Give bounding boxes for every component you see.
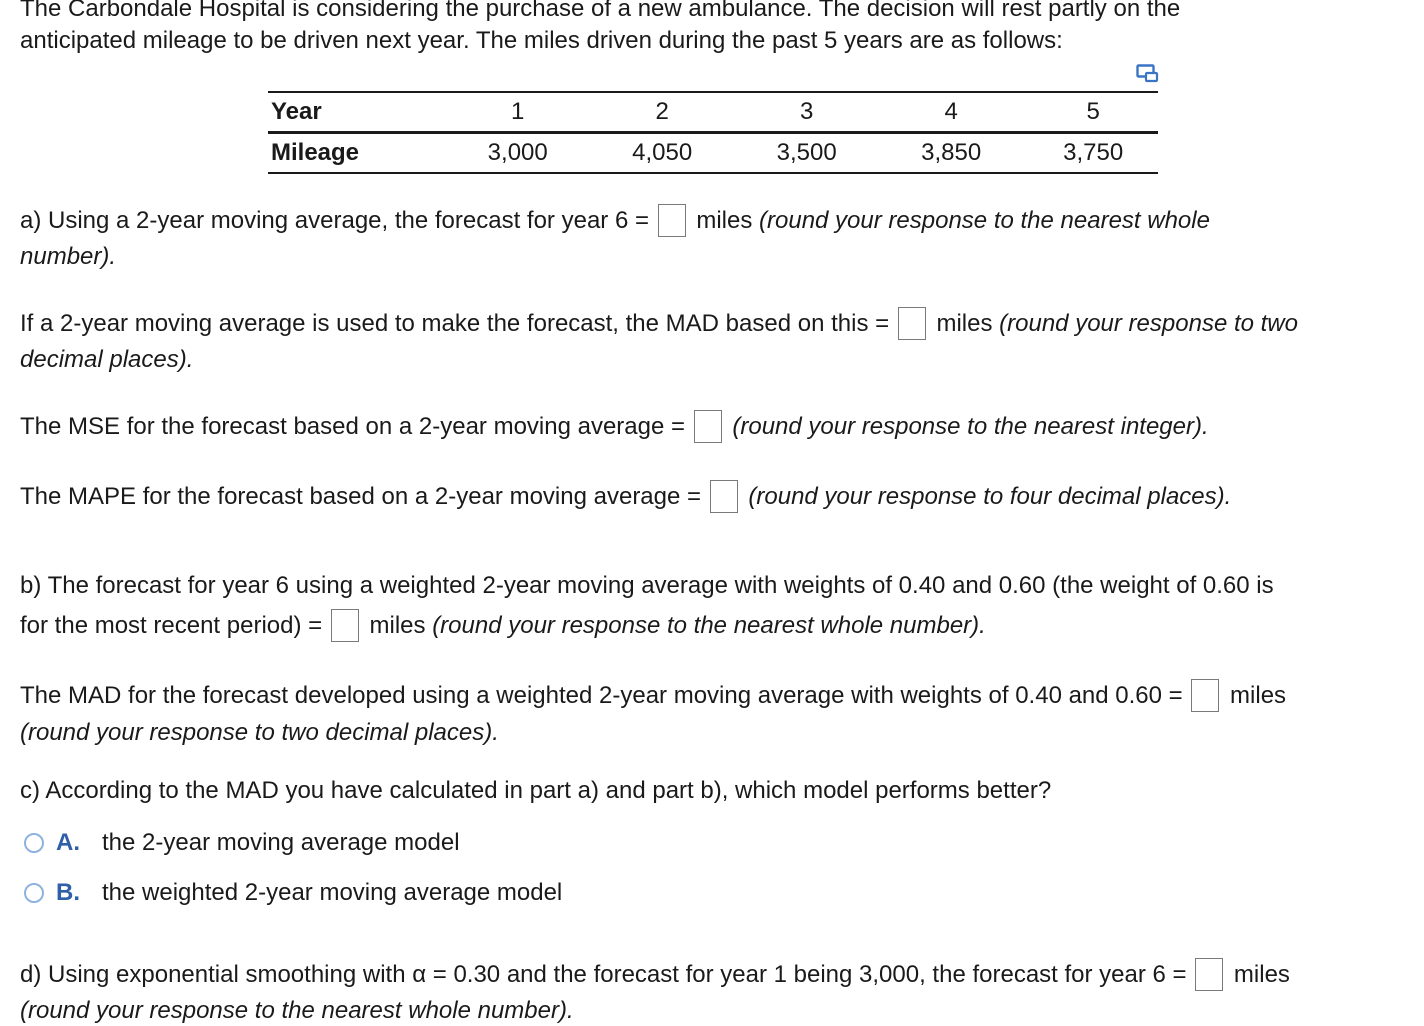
rounding-note: (round your response to the nearest integer). xyxy=(732,413,1209,440)
part-d-q xyxy=(20,958,1290,991)
table-row-year xyxy=(268,92,1158,133)
intro-line-1: The Carbondale Hospital is considering the purchase of a new ambulance. The decision will rest partly on the xyxy=(20,0,1181,22)
mape-ma-input[interactable] xyxy=(710,480,738,513)
part-a-q1 xyxy=(20,204,1210,237)
part-a-q2-note-cont: decimal places). xyxy=(20,346,194,373)
year-cell: 3 xyxy=(739,92,874,133)
forecast-year6-ma-input[interactable] xyxy=(658,204,686,237)
option-letter: B. xyxy=(56,879,80,906)
forecast-year6-es-input[interactable] xyxy=(1195,958,1223,991)
part-b-q1-line1: b) The forecast for year 6 using a weighted 2-year moving average with weights of 0.40 and 0.60 (the weight of 0.60 is xyxy=(20,572,1274,599)
part-a-q1-note-cont: number). xyxy=(20,243,117,270)
rounding-note: (round your response to the nearest whole xyxy=(759,207,1210,234)
radio-button-b[interactable] xyxy=(24,883,44,903)
rounding-note: (round your response to two xyxy=(999,310,1298,337)
unit-miles: miles xyxy=(696,207,753,234)
option-text: the weighted 2-year moving average model xyxy=(102,879,563,906)
unit-miles: miles xyxy=(936,310,993,337)
mileage-cell: 3,850 xyxy=(874,133,1028,174)
mileage-cell: 3,000 xyxy=(450,133,585,174)
year-cell: 1 xyxy=(450,92,585,133)
option-b[interactable] xyxy=(24,878,562,908)
row-header-mileage: Mileage xyxy=(268,133,450,174)
mileage-cell: 3,500 xyxy=(739,133,874,174)
rounding-note: (round your response to the nearest whole number). xyxy=(432,612,986,639)
unit-miles: miles xyxy=(369,612,426,639)
mileage-cell: 4,050 xyxy=(585,133,739,174)
option-letter: A. xyxy=(56,829,80,856)
table-row-mileage xyxy=(268,133,1158,174)
part-b-q1-line2 xyxy=(20,609,986,642)
part-b-q1-text: for the most recent period) = xyxy=(20,612,323,639)
mileage-cell: 3,750 xyxy=(1028,133,1158,174)
part-b-q2 xyxy=(20,679,1286,712)
part-d-text: d) Using exponential smoothing with α = 0.30 and the forecast for year 1 being 3,000, the forecast for year 6 = xyxy=(20,961,1187,988)
year-cell: 5 xyxy=(1028,92,1158,133)
forecast-year6-wma-input[interactable] xyxy=(331,609,359,642)
part-a-q3-text: The MSE for the forecast based on a 2-year moving average = xyxy=(20,413,686,440)
part-a-q2 xyxy=(20,307,1298,340)
part-c-question: c) According to the MAD you have calculated in part a) and part b), which model performs better? xyxy=(20,777,1052,804)
radio-button-a[interactable] xyxy=(24,833,44,853)
part-b-q2-text: The MAD for the forecast developed using a weighted 2-year moving average with weights of 0.40 and 0.60 = xyxy=(20,682,1183,709)
intro-line-2: anticipated mileage to be driven next year. The miles driven during the past 5 years are as follows: xyxy=(20,27,1063,54)
part-d-note: (round your response to the nearest whole number). xyxy=(20,997,574,1024)
part-a-q3 xyxy=(20,410,1209,443)
option-a[interactable] xyxy=(24,828,460,858)
option-text: the 2-year moving average model xyxy=(102,829,460,856)
part-a-q4 xyxy=(20,480,1231,513)
mse-ma-input[interactable] xyxy=(694,410,722,443)
unit-miles: miles xyxy=(1230,682,1287,709)
mad-ma-input[interactable] xyxy=(898,307,926,340)
part-b-q2-note: (round your response to two decimal places). xyxy=(20,719,499,746)
part-a-q1-text: a) Using a 2-year moving average, the forecast for year 6 = xyxy=(20,207,649,234)
mileage-table xyxy=(268,91,1158,174)
copy-table-icon[interactable] xyxy=(1136,64,1160,84)
rounding-note: (round your response to four decimal places). xyxy=(748,483,1232,510)
part-a-q2-text: If a 2-year moving average is used to make the forecast, the MAD based on this = xyxy=(20,310,890,337)
year-cell: 2 xyxy=(585,92,739,133)
part-a-q4-text: The MAPE for the forecast based on a 2-year moving average = xyxy=(20,483,702,510)
year-cell: 4 xyxy=(874,92,1028,133)
mad-wma-input[interactable] xyxy=(1191,679,1219,712)
unit-miles: miles xyxy=(1233,961,1290,988)
row-header-year: Year xyxy=(268,92,450,133)
